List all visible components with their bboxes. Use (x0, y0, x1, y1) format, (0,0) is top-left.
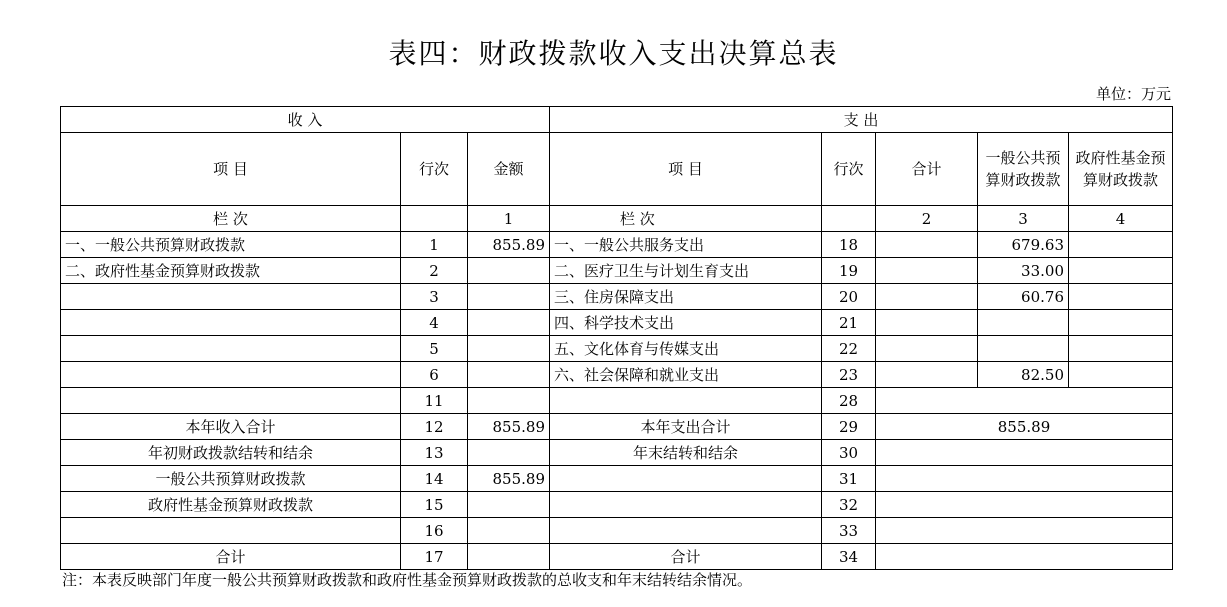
income-amount-cell (468, 440, 550, 466)
expense-item-cell (550, 492, 822, 518)
empty-cell (401, 206, 468, 232)
income-amount-cell (468, 518, 550, 544)
summary-row (61, 440, 1173, 466)
expense-total-header: 合计 (876, 133, 978, 206)
expense-total-cell (876, 336, 978, 362)
income-item-cell: 年初财政拨款结转和结余 (61, 440, 401, 466)
income-item-cell: 本年收入合计 (61, 414, 401, 440)
general-budget-cell (978, 336, 1069, 362)
income-item-cell: 合计 (61, 544, 401, 570)
expense-total-cell (876, 258, 978, 284)
income-line-no-cell: 6 (401, 362, 468, 388)
column-label-left: 栏 次 (61, 206, 401, 232)
expense-item-cell (550, 518, 822, 544)
income-item-cell (61, 284, 401, 310)
gov-fund-cell (1069, 232, 1173, 258)
summary-row (61, 414, 1173, 440)
income-line-no-cell: 16 (401, 518, 468, 544)
expense-line-no-cell: 18 (822, 232, 876, 258)
expense-item-cell (550, 388, 822, 414)
expense-item-cell: 本年支出合计 (550, 414, 822, 440)
income-amount-cell (468, 362, 550, 388)
general-budget-header: 一般公共预算财政拨款 (978, 133, 1069, 206)
expense-group-header: 支 出 (550, 107, 1173, 133)
expense-line-no-cell: 33 (822, 518, 876, 544)
income-amount-cell (468, 284, 550, 310)
income-line-no-cell: 2 (401, 258, 468, 284)
income-amount-cell: 855.89 (468, 466, 550, 492)
summary-row (61, 518, 1173, 544)
summary-row (61, 466, 1173, 492)
income-amount-cell: 855.89 (468, 414, 550, 440)
income-item-cell (61, 388, 401, 414)
gov-fund-cell (1069, 258, 1173, 284)
expense-line-no-cell: 20 (822, 284, 876, 310)
income-item-header: 项 目 (61, 133, 401, 206)
expense-item-cell: 三、住房保障支出 (550, 284, 822, 310)
expense-item-cell: 合计 (550, 544, 822, 570)
column-label-right: 栏 次 (550, 206, 822, 232)
general-budget-cell: 33.00 (978, 258, 1069, 284)
table-row (61, 310, 1173, 336)
income-item-cell (61, 336, 401, 362)
expense-item-cell: 四、科学技术支出 (550, 310, 822, 336)
income-line-no-cell: 13 (401, 440, 468, 466)
column-number-1: 1 (468, 206, 550, 232)
income-amount-header: 金额 (468, 133, 550, 206)
expense-line-no-cell: 31 (822, 466, 876, 492)
gov-fund-cell (1069, 362, 1173, 388)
expense-line-no-cell: 34 (822, 544, 876, 570)
expense-total-cell (876, 284, 978, 310)
column-number-row (61, 206, 1173, 232)
income-line-no-cell: 14 (401, 466, 468, 492)
income-line-no-cell: 15 (401, 492, 468, 518)
table-row (61, 284, 1173, 310)
expense-line-no-cell: 28 (822, 388, 876, 414)
expense-total-cell (876, 232, 978, 258)
empty-cell (822, 206, 876, 232)
income-amount-cell: 855.89 (468, 232, 550, 258)
expense-item-cell: 年末结转和结余 (550, 440, 822, 466)
income-amount-cell (468, 492, 550, 518)
income-line-no-cell: 5 (401, 336, 468, 362)
expense-summary-value-cell (876, 544, 1173, 570)
column-number-3: 3 (978, 206, 1069, 232)
income-amount-cell (468, 544, 550, 570)
fiscal-appropriation-table (60, 106, 1173, 570)
income-item-cell: 二、政府性基金预算财政拨款 (61, 258, 401, 284)
group-header-row (61, 107, 1173, 133)
expense-line-no-cell: 19 (822, 258, 876, 284)
expense-item-cell: 五、文化体育与传媒支出 (550, 336, 822, 362)
column-header-row (61, 133, 1173, 206)
expense-line-no-cell: 21 (822, 310, 876, 336)
expense-line-no-cell: 30 (822, 440, 876, 466)
expense-summary-value-cell (876, 440, 1173, 466)
summary-row (61, 388, 1173, 414)
income-amount-cell (468, 310, 550, 336)
general-budget-cell: 60.76 (978, 284, 1069, 310)
expense-summary-value-cell (876, 492, 1173, 518)
income-amount-cell (468, 388, 550, 414)
general-budget-cell: 82.50 (978, 362, 1069, 388)
expense-line-no-cell: 32 (822, 492, 876, 518)
income-line-no-cell: 1 (401, 232, 468, 258)
income-line-no-cell: 17 (401, 544, 468, 570)
income-item-cell: 政府性基金预算财政拨款 (61, 492, 401, 518)
expense-summary-value-cell (876, 466, 1173, 492)
summary-row (61, 492, 1173, 518)
income-item-cell: 一般公共预算财政拨款 (61, 466, 401, 492)
expense-total-cell (876, 362, 978, 388)
table-row (61, 232, 1173, 258)
table-row (61, 336, 1173, 362)
expense-line-no-header: 行次 (822, 133, 876, 206)
footnote: 注：本表反映部门年度一般公共预算财政拨款和政府性基金预算财政拨款的总收支和年末结转结余情况。 (62, 571, 753, 589)
expense-summary-value-cell (876, 518, 1173, 544)
summary-row (61, 544, 1173, 570)
expense-line-no-cell: 23 (822, 362, 876, 388)
gov-fund-header: 政府性基金预算财政拨款 (1069, 133, 1173, 206)
income-line-no-cell: 4 (401, 310, 468, 336)
income-amount-cell (468, 336, 550, 362)
expense-line-no-cell: 22 (822, 336, 876, 362)
income-line-no-cell: 12 (401, 414, 468, 440)
column-number-4: 4 (1069, 206, 1173, 232)
expense-line-no-cell: 29 (822, 414, 876, 440)
expense-summary-value-cell (876, 388, 1173, 414)
income-item-cell (61, 518, 401, 544)
expense-item-cell: 二、医疗卫生与计划生育支出 (550, 258, 822, 284)
income-line-no-cell: 11 (401, 388, 468, 414)
column-number-2: 2 (876, 206, 978, 232)
page-title: 表四：财政拨款收入支出决算总表 (388, 37, 839, 70)
table-row (61, 258, 1173, 284)
expense-total-cell (876, 310, 978, 336)
gov-fund-cell (1069, 310, 1173, 336)
table-row (61, 362, 1173, 388)
general-budget-cell: 679.63 (978, 232, 1069, 258)
income-item-cell (61, 362, 401, 388)
gov-fund-cell (1069, 336, 1173, 362)
income-item-cell (61, 310, 401, 336)
income-line-no-cell: 3 (401, 284, 468, 310)
income-line-no-header: 行次 (401, 133, 468, 206)
expense-item-header: 项 目 (550, 133, 822, 206)
income-group-header: 收 入 (61, 107, 550, 133)
expense-item-cell: 一、一般公共服务支出 (550, 232, 822, 258)
expense-summary-value-cell: 855.89 (876, 414, 1173, 440)
gov-fund-cell (1069, 284, 1173, 310)
general-budget-cell (978, 310, 1069, 336)
income-amount-cell (468, 258, 550, 284)
expense-item-cell: 六、社会保障和就业支出 (550, 362, 822, 388)
expense-item-cell (550, 466, 822, 492)
income-item-cell: 一、一般公共预算财政拨款 (61, 232, 401, 258)
unit-label: 单位：万元 (1095, 85, 1171, 103)
